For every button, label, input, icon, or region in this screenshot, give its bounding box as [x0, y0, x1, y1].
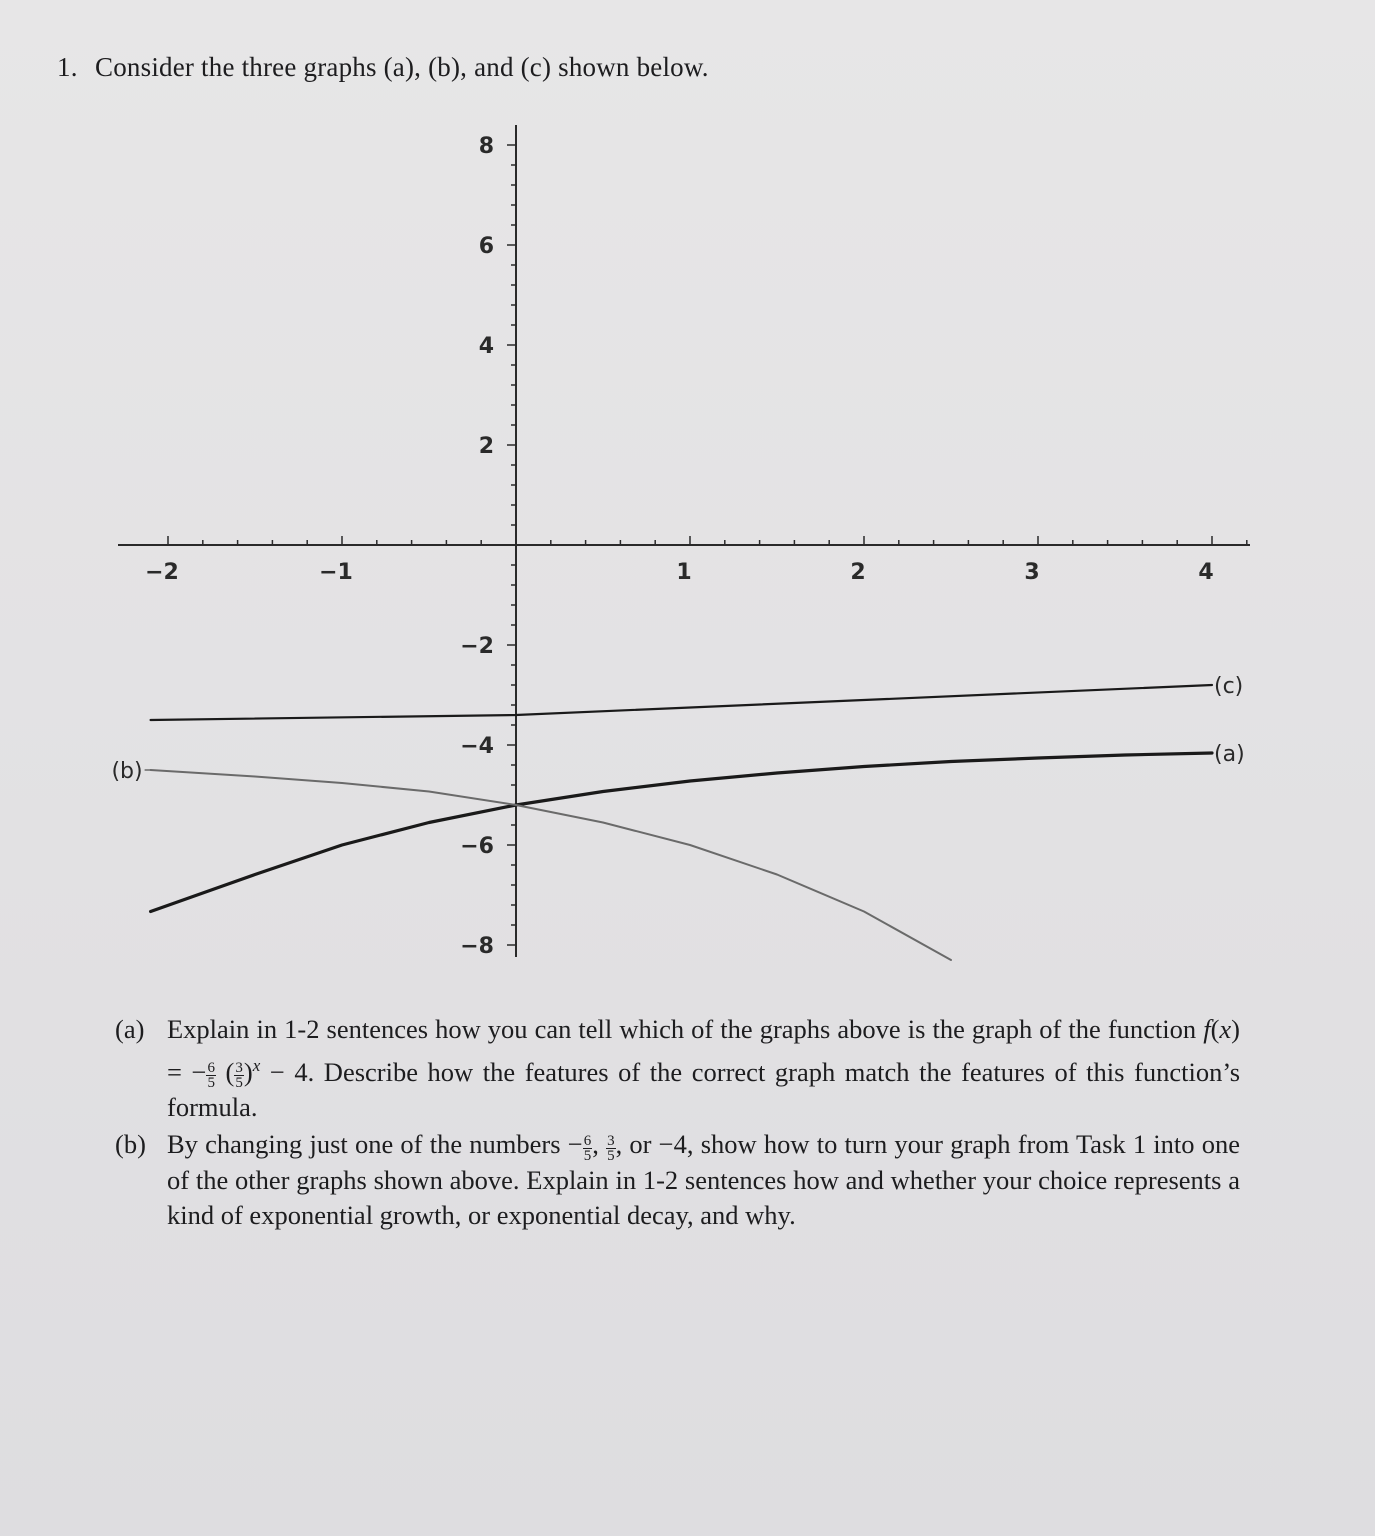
series-label-a: (a)	[1214, 742, 1245, 767]
y-tick-label: 8	[478, 134, 494, 159]
chart-axes	[118, 125, 1250, 957]
frac-6-5-b-num: 6	[583, 1132, 592, 1149]
frac-6-5-b	[583, 1134, 593, 1163]
x-tick-label: 3	[1024, 560, 1040, 585]
part-a-exponent: x	[252, 1055, 261, 1075]
y-tick-label: 6	[478, 234, 494, 259]
frac-3-5-b-den: 5	[607, 1147, 615, 1164]
part-b	[115, 1127, 1240, 1234]
frac-3-5	[234, 1061, 244, 1090]
frac-3-5-b-num: 3	[607, 1132, 615, 1149]
part-b-text-1: By changing just one of the numbers −	[167, 1129, 583, 1159]
x-tick-label: 2	[850, 560, 866, 585]
series-layer	[151, 685, 1212, 960]
part-a-text-1: Explain in 1-2 sentences how you can tell which of the graphs above is the graph of the function	[167, 1014, 1204, 1044]
x-tick-label: −1	[319, 560, 353, 585]
part-a-tag: (a)	[115, 1014, 145, 1044]
part-b-tag: (b)	[115, 1129, 146, 1159]
y-tick-label: −8	[460, 934, 494, 959]
y-tick-label: 4	[478, 334, 494, 359]
part-b-text-2: , or −4, show how to turn your graph from Task 1 into one of the other graphs shown above. Explain in 1-2 sentences how and whether your choice represents a kind of exponential growth, or exponential decay, and why.	[167, 1129, 1240, 1231]
y-tick-label: −2	[460, 634, 494, 659]
series-line-c	[151, 685, 1212, 720]
frac-3-5-num: 3	[235, 1060, 243, 1077]
y-tick-label: −4	[460, 734, 494, 759]
part-a	[115, 1012, 1240, 1126]
x-axis-ticks	[145, 536, 1247, 585]
series-line-a	[151, 753, 1212, 912]
part-a-eq: ) = −	[167, 1014, 1240, 1087]
x-tick-label: −2	[145, 560, 179, 585]
series-label-b: (b)	[111, 759, 143, 784]
x-tick-label: 4	[1198, 560, 1214, 585]
part-b-sep: ,	[592, 1129, 607, 1159]
part-a-minus-const: − 4.	[260, 1056, 315, 1087]
question-text: Consider the three graphs (a), (b), and (c) shown below.	[95, 52, 709, 82]
frac-3-5-b	[606, 1134, 616, 1163]
part-a-text-2: Describe how the features of the correct graph match the features of this function’s formula.	[167, 1056, 1241, 1123]
part-a-func-name: f	[1203, 1014, 1211, 1044]
question-number: 1.	[57, 52, 78, 82]
y-axis-ticks	[460, 134, 516, 959]
frac-6-5	[206, 1061, 216, 1090]
frac-6-5-b-den: 5	[583, 1147, 592, 1164]
frac-6-5-den: 5	[207, 1075, 215, 1092]
part-b-text	[167, 1127, 1240, 1234]
y-tick-label: −6	[460, 834, 494, 859]
part-a-func-var: x	[1219, 1014, 1232, 1044]
frac-6-5-num: 6	[207, 1060, 215, 1077]
y-tick-label: 2	[478, 434, 494, 459]
x-tick-label: 1	[676, 560, 692, 585]
frac-3-5-den: 5	[235, 1075, 243, 1092]
series-label-c: (c)	[1214, 674, 1244, 699]
part-a-text: Explain in 1-2 sentences how you can tell which of the graphs above is the graph of the function f(x) = − $\frac{6}{5}$ ( $\frac{3}{5}$ )$^x$ − 4. Describe how the features of the correct graph match the features of this function’s formula.	[167, 1014, 1241, 1123]
